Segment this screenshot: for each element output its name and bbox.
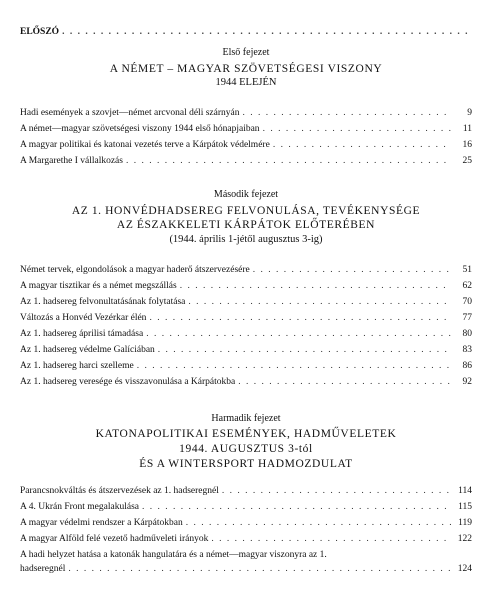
entry-page: 9 xyxy=(467,108,472,118)
entry-page: 77 xyxy=(462,313,472,323)
entry-page: 62 xyxy=(462,281,472,291)
toc-entry-foreword[interactable] xyxy=(20,26,472,38)
chapter-1-label: Első fejezet xyxy=(222,47,270,58)
entry-page: 92 xyxy=(462,377,472,387)
chapter-2-title-line-1: AZ 1. HONVÉDHADSEREG FELVONULÁSA, TEVÉKENYSÉGE xyxy=(71,205,421,217)
dot-leader xyxy=(149,312,451,324)
toc-entry[interactable] xyxy=(20,344,472,356)
entry-title: A magyar politikai és katonai vezetés terve a Kárpátok védelmére xyxy=(20,140,270,150)
entry-page: 122 xyxy=(457,534,472,544)
dot-leader xyxy=(158,344,451,356)
chapter-2-label: Második fejezet xyxy=(213,189,279,200)
entry-page: 114 xyxy=(458,486,472,496)
chapter-3-title-line-2: 1944. AUGUSZTUS 3-tól xyxy=(179,443,313,455)
dot-leader xyxy=(263,123,451,135)
toc-entry[interactable] xyxy=(20,328,472,340)
toc-entry[interactable] xyxy=(20,533,472,545)
entry-title: Az 1. hadsereg áprilisi támadása xyxy=(20,329,144,339)
toc-entry[interactable] xyxy=(20,280,472,292)
toc-entry[interactable] xyxy=(20,123,472,135)
dot-leader xyxy=(137,360,451,372)
entry-title: Hadi események a szovjet—német arcvonal déli szárnyán xyxy=(20,108,240,118)
dot-leader xyxy=(238,376,451,388)
toc-entry[interactable] xyxy=(20,107,472,119)
entry-title: A 4. Ukrán Front megalakulása xyxy=(20,502,139,512)
entry-page: 80 xyxy=(462,329,472,339)
entry-title: A magyar tisztikar és a német megszállás xyxy=(20,281,177,291)
toc-entry[interactable] xyxy=(20,312,472,324)
chapter-1-title-line-2: 1944 ELEJÉN xyxy=(215,77,277,88)
chapter-2-title-line-2: AZ ÉSZAKKELETI KÁRPÁTOK ELŐTERÉBEN xyxy=(116,219,376,231)
entry-page: 25 xyxy=(462,156,472,166)
dot-leader xyxy=(253,264,451,276)
entry-title: Az 1. hadsereg felvonultatásának folytatása xyxy=(20,297,186,307)
dot-leader xyxy=(68,563,451,575)
toc-entry[interactable] xyxy=(20,296,472,308)
entry-page: 119 xyxy=(458,518,472,528)
entry-title: Német tervek, elgondolások a magyar haderő átszervezésére xyxy=(20,265,250,275)
toc-entry[interactable] xyxy=(20,139,472,151)
toc-entry[interactable] xyxy=(20,517,472,529)
entry-page: 124 xyxy=(457,564,472,574)
entry-title: Az 1. hadsereg védelme Galíciában xyxy=(20,345,155,355)
dot-leader xyxy=(180,280,451,292)
entry-title: A magyar Alföld felé vezető hadműveleti irányok xyxy=(20,534,209,544)
toc-entry[interactable] xyxy=(20,485,472,497)
toc-entry[interactable] xyxy=(20,264,472,276)
toc-entry[interactable] xyxy=(20,501,472,513)
toc-entry[interactable] xyxy=(20,376,472,388)
entry-title: A Margarethe I vállalkozás xyxy=(20,156,123,166)
entry-page: 16 xyxy=(462,140,472,150)
entry-title-continued: hadseregnél xyxy=(20,564,66,574)
chapter-1-title-line-1: A NÉMET – MAGYAR SZÖVETSÉGESI VISZONY xyxy=(109,63,383,75)
entry-page: 83 xyxy=(462,345,472,355)
dot-leader xyxy=(242,107,451,119)
toc-entry-line-1[interactable]: A hadi helyzet hatása a katonák hangulatára és a német—magyar viszonyra az 1. xyxy=(20,550,327,560)
entry-title: A magyar védelmi rendszer a Kárpátokban xyxy=(20,518,183,528)
chapter-3-title-line-3: ÉS A WINTERSPORT HADMOZDULAT xyxy=(139,458,353,470)
entry-page: 11 xyxy=(462,124,472,134)
entry-title: A német—magyar szövetségesi viszony 1944 első hónapjaiban xyxy=(20,124,260,134)
dot-leader xyxy=(186,517,451,529)
dot-leader xyxy=(211,533,451,545)
dot-leader xyxy=(62,26,469,38)
dot-leader xyxy=(222,485,451,497)
entry-page: 70 xyxy=(462,297,472,307)
dot-leader xyxy=(126,155,451,167)
dot-leader xyxy=(188,296,451,308)
entry-title: Az 1. hadsereg veresége és visszavonulása a Kárpátokba xyxy=(20,377,236,387)
chapter-2-subtitle: (1944. április 1-jétől augusztus 3-ig) xyxy=(169,234,323,245)
entry-page: 86 xyxy=(462,361,472,371)
toc-entry[interactable] xyxy=(20,155,472,167)
toc-entry[interactable] xyxy=(20,360,472,372)
entry-title: Parancsnokváltás és átszervezések az 1. hadseregnél xyxy=(20,486,219,496)
toc-entry[interactable] xyxy=(20,563,472,575)
chapter-3-title-line-1: KATONAPOLITIKAI ESEMÉNYEK, HADMŰVELETEK xyxy=(95,428,397,440)
chapter-3-label: Harmadik fejezet xyxy=(211,413,281,424)
entry-page: 51 xyxy=(462,265,472,275)
dot-leader xyxy=(273,139,451,151)
entry-title: Változás a Honvéd Vezérkar élén xyxy=(20,313,147,323)
entry-page: 115 xyxy=(458,502,472,512)
dot-leader xyxy=(142,501,451,513)
entry-title: Az 1. hadsereg harci szelleme xyxy=(20,361,134,371)
dot-leader xyxy=(146,328,451,340)
foreword-title: ELŐSZÓ xyxy=(20,27,60,37)
